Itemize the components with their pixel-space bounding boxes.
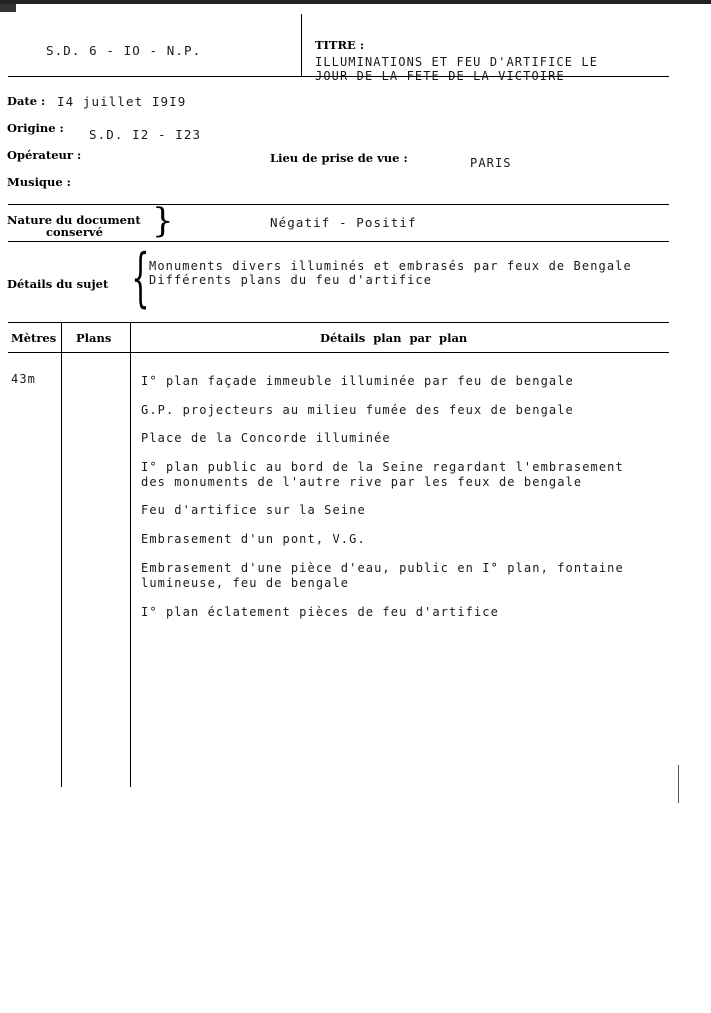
plan-row-4a: I° plan public au bord de la Seine regardant l'embrasement bbox=[141, 460, 624, 474]
musique-label: Musique : bbox=[7, 175, 71, 189]
details-line-1: Monuments divers illuminés et embrasés par feux de Bengale bbox=[149, 259, 632, 273]
plan-row-7a: Embrasement d'une pièce d'eau, public en I° plan, fontaine bbox=[141, 561, 624, 575]
nature-brace: } bbox=[152, 201, 174, 241]
nature-label-line-2: conservé bbox=[46, 225, 103, 239]
nature-label-line-1: Nature du document bbox=[7, 213, 141, 227]
info-bottom-rule bbox=[8, 204, 669, 205]
plan-row-6: Embrasement d'un pont, V.G. bbox=[141, 532, 366, 546]
plan-row-5: Feu d'artifice sur la Seine bbox=[141, 503, 366, 517]
scan-edge bbox=[0, 0, 711, 4]
operateur-label: Opérateur : bbox=[7, 148, 82, 162]
table-top-rule bbox=[8, 322, 669, 323]
col-divider-2 bbox=[130, 322, 131, 787]
titre-line-2: JOUR DE LA FETE DE LA VICTOIRE bbox=[315, 69, 565, 83]
date-value: I4 juillet I9I9 bbox=[57, 94, 187, 109]
date-label: Date : bbox=[7, 94, 46, 108]
col-header-plans: Plans bbox=[76, 331, 112, 345]
header-divider-vertical bbox=[301, 14, 302, 76]
titre-line-1: ILLUMINATIONS ET FEU D'ARTIFICE LE bbox=[315, 55, 599, 69]
lieu-label: Lieu de prise de vue : bbox=[270, 151, 408, 165]
plan-row-8: I° plan éclatement pièces de feu d'artifice bbox=[141, 605, 499, 619]
nature-bottom-rule bbox=[8, 241, 669, 242]
header-bottom-rule bbox=[8, 76, 669, 77]
col-header-details: Détails plan par plan bbox=[320, 331, 468, 345]
origine-value: S.D. I2 - I23 bbox=[89, 127, 202, 142]
table-header-rule bbox=[8, 352, 669, 353]
plan-row-4b: des monuments de l'autre rive par les feux de bengale bbox=[141, 475, 583, 489]
scan-mark-right bbox=[678, 765, 679, 803]
scan-edge-notch bbox=[0, 4, 16, 12]
metres-value: 43m bbox=[11, 372, 36, 386]
details-line-2: Différents plans du feu d'artifice bbox=[149, 273, 433, 287]
reference-code: S.D. 6 - IO - N.P. bbox=[46, 43, 202, 58]
col-header-metres: Mètres bbox=[11, 331, 57, 345]
plan-row-3: Place de la Concorde illuminée bbox=[141, 431, 391, 445]
plan-row-2: G.P. projecteurs au milieu fumée des feux de bengale bbox=[141, 403, 574, 417]
nature-value: Négatif - Positif bbox=[270, 215, 417, 230]
titre-label: TITRE : bbox=[315, 38, 365, 52]
details-label: Détails du sujet bbox=[7, 277, 109, 291]
col-divider-1 bbox=[61, 322, 62, 787]
lieu-value: PARIS bbox=[470, 156, 512, 170]
plan-row-7b: lumineuse, feu de bengale bbox=[141, 576, 350, 590]
plan-row-1: I° plan façade immeuble illuminée par feu de bengale bbox=[141, 374, 574, 388]
origine-label: Origine : bbox=[7, 121, 64, 135]
details-brace: { bbox=[131, 241, 150, 315]
